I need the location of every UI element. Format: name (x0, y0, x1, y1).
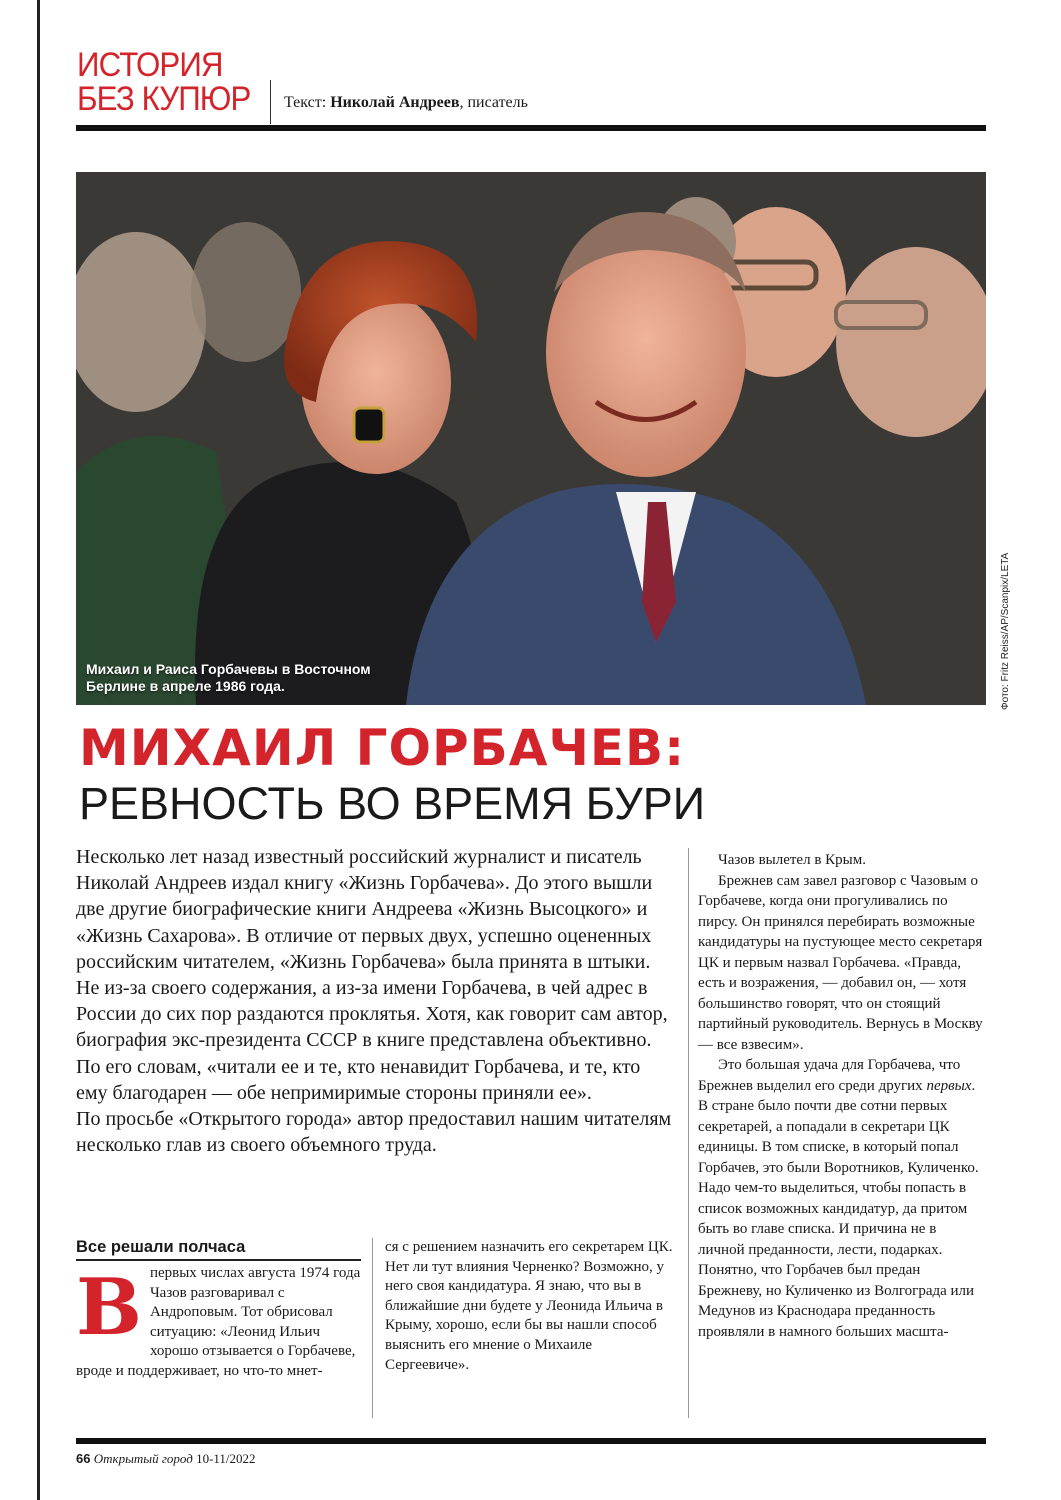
column-divider (372, 1238, 373, 1418)
byline-prefix: Текст: (284, 94, 327, 111)
photo-caption: Михаил и Раиса Горбачевы в Восточном Берлине в апреле 1986 года. (86, 661, 371, 694)
column-3-paragraph-3 (698, 1055, 986, 1342)
byline (284, 94, 528, 112)
article-column-1 (76, 1264, 361, 1381)
column-2-text: ся с решением назначить его секретарем ЦК. Нет ли тут влияния Черненко? Возможно, у него своя кандидатура. Я знаю, что вы в ближайшие дни будете у Леонида Ильича в Крыму, хорошо, если бы вы нашли способ выяснить его мнение о Михаиле Сергеевиче». (385, 1239, 673, 1373)
issue-number: 10-11/2022 (196, 1451, 256, 1466)
column-divider (688, 848, 689, 1418)
page-folio (76, 1451, 256, 1467)
headline-subtitle: РЕВНОСТЬ ВО ВРЕМЯ БУРИ (79, 778, 706, 829)
byline-suffix: , писатель (459, 94, 528, 111)
column-3-paragraph-2: Брежнев сам завел разговор с Чазовым о Горбачеве, когда они прогуливались по пирсу. Он принялся перебирать возможные кандидатуры на пустующее место секретаря ЦК и первым назвал Горбачева. «Правда, есть и возражения, — добавил он, — хотя большинство говорят, что он стоящий партийный руководитель. Вернусь в Москву — все взвесим». (698, 872, 983, 1053)
magazine-name: Открытый город (93, 1451, 193, 1466)
column-3-text-b: . В стране было почти две сотни первых секретарей, а попадали в секретари ЦК единицы. В том списке, в который попал Горбачев, это были Воротников, Куличенко. Надо чем-то выделиться, чтобы попасть в список возможных кандидатур, да притом быть во главе списка. И причина не в личной преданности, лести, подарках. Понятно, что Горбачев был предан Брежневу, но Куличенко из Волгограда или Медунов из Краснодара преданность проявляли в намного больших масшта- (698, 1077, 979, 1340)
headline (79, 719, 979, 834)
byline-author: Николай Андреев (330, 94, 460, 111)
column-3-paragraph-1: Чазов вылетел в Крым. (718, 852, 866, 868)
column-1-text: первых числах августа 1974 года Чазов разговаривал с Андроповым. Тот обрисовал ситуацию: «Леонид Ильич хорошо отзывается о Горбачеве, вроде и поддерживает, но что-то мнет- (76, 1265, 361, 1379)
header-rule (76, 125, 986, 131)
section-subhead: Все решали полчаса (76, 1238, 246, 1256)
footer-rule (76, 1438, 986, 1444)
rubric-line-2: БЕЗ КУПЮР (77, 80, 251, 118)
rubric-divider (270, 80, 271, 124)
page-left-rule (37, 0, 40, 1500)
article-column-2 (385, 1238, 675, 1375)
rubric-line-1: ИСТОРИЯ (77, 46, 223, 84)
lead-paragraph (76, 844, 676, 1158)
lead-paragraph-1: Несколько лет назад известный российский журналист и писатель Николай Андреев издал книгу «Жизнь Горбачева». До этого вышли две другие биографические книги Андреева «Жизнь Высоцкого» и «Жизнь Сахарова». В отличие от первых двух, успешно оцененных российским читателем, «Жизнь Горбачева» была принята в штыки. Не из-за своего содержания, а из-за имени Горбачева, в чей адрес в России до сих пор раздаются проклятья. Хотя, как говорит сам автор, биография экс-президента СССР в книге представлена объективно. По его словам, «читали ее и те, кто ненавидит Горбачева, и те, кто ему благодарен — обе непримиримые стороны приняли ее». (76, 846, 668, 1104)
page-number: 66 (76, 1451, 91, 1466)
article-column-3 (698, 850, 986, 1342)
subhead-rule (76, 1259, 361, 1261)
rubric (77, 48, 250, 116)
column-3-emphasis: первых (926, 1077, 972, 1094)
photo-illustration (76, 172, 986, 705)
column-3-text-a: Это большая удача для Горбачева, что Брежнев выделил его среди других (698, 1057, 961, 1094)
headline-title: МИХАИЛ ГОРБАЧЕВ: (79, 719, 686, 777)
photo-credit: Фото: Fritz Reiss/AP/Scanpix/LETA (1000, 552, 1011, 710)
lead-paragraph-2: По просьбе «Открытого города» автор предоставил нашим читателям несколько глав из своего объемного труда. (76, 1108, 672, 1157)
drop-cap: В (76, 1262, 142, 1353)
article-photo (76, 172, 986, 705)
